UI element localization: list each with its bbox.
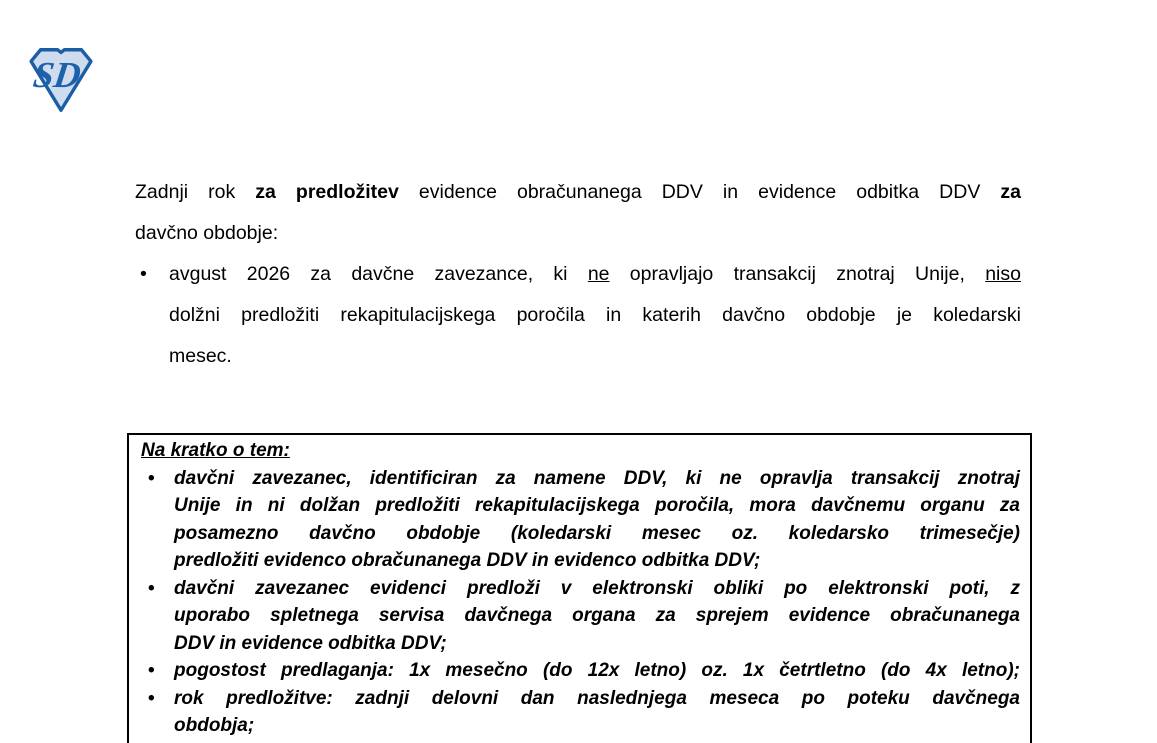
intro-run: Zadnji rok	[135, 181, 256, 203]
sd-diamond-logo	[26, 45, 96, 113]
bullet-icon: •	[148, 687, 155, 709]
box-item-line: posamezno davčno obdobje (koledarski mesec oz. koledarsko trimesečje)	[174, 522, 1020, 544]
intro-line-2: davčno obdobje:	[135, 222, 279, 244]
bullet-icon: •	[140, 263, 147, 285]
bullet-run: avgust 2026 za davčne zavezance, ki	[169, 263, 588, 285]
intro-run: evidence obračunanega DDV in evidence odbitka DDV	[398, 181, 1001, 203]
svg-text:SD: SD	[30, 54, 84, 96]
box-item-line: predložiti evidenco obračunanega DDV in evidenco odbitka DDV;	[174, 550, 761, 571]
list-item	[141, 465, 1020, 575]
intro-line-1	[135, 172, 1021, 213]
bullet-line-1	[169, 254, 1021, 295]
bullet-text	[174, 465, 1020, 575]
intro-paragraph	[135, 172, 1021, 254]
bullet-text	[174, 575, 1020, 658]
bullet-line-2: dolžni predložiti rekapitulacijskega poročila in katerih davčno obdobje je koledarski	[169, 304, 1021, 326]
box-item-line: DDV in evidence odbitka DDV;	[174, 632, 447, 654]
bullet-run-underlined: ne	[587, 263, 610, 285]
list-item	[141, 575, 1020, 658]
list-item	[141, 685, 1020, 740]
summary-box-title: Na kratko o tem:	[141, 440, 290, 461]
bullet-run: opravljajo transakcij znotraj Unije,	[609, 263, 986, 285]
bullet-text	[174, 657, 1020, 685]
box-item-line: uporabo spletnega servisa davčnega organa za sprejem evidence obračunanega	[174, 605, 1020, 626]
bullet-text	[169, 254, 1021, 377]
bullet-line-3: mesec.	[169, 345, 232, 367]
box-item-line: Unije in ni dolžan predložiti rekapitulacijskega poročila, mora davčnemu organu za	[174, 495, 1020, 516]
bullet-text	[174, 685, 1020, 740]
intro-run-bold: za predložitev	[255, 181, 399, 203]
list-item	[141, 657, 1020, 685]
box-item-line: pogostost predlaganja: 1x mesečno (do 12x letno) oz. 1x četrtletno (do 4x letno);	[174, 660, 1020, 681]
box-item-line: davčni zavezanec, identificiran za namene DDV, ki ne opravlja transakcij znotraj	[174, 467, 1020, 489]
bullet-run-underlined: niso	[985, 263, 1021, 285]
box-item-line: davčni zavezanec evidenci predloži v elektronski obliki po elektronski poti, z	[174, 577, 1020, 599]
sd-diamond-logo-icon	[26, 45, 96, 113]
main-bullet-list	[135, 254, 1021, 377]
box-item-line: obdobja;	[174, 715, 255, 736]
summary-box	[127, 433, 1032, 743]
bullet-icon: •	[148, 660, 155, 681]
box-item-line: rok predložitve: zadnji delovni dan naslednjega meseca po poteku davčnega	[174, 687, 1020, 709]
bullet-icon: •	[148, 577, 155, 599]
list-item	[135, 254, 1021, 377]
bullet-icon: •	[148, 467, 155, 489]
intro-run-bold: za	[1000, 181, 1021, 203]
